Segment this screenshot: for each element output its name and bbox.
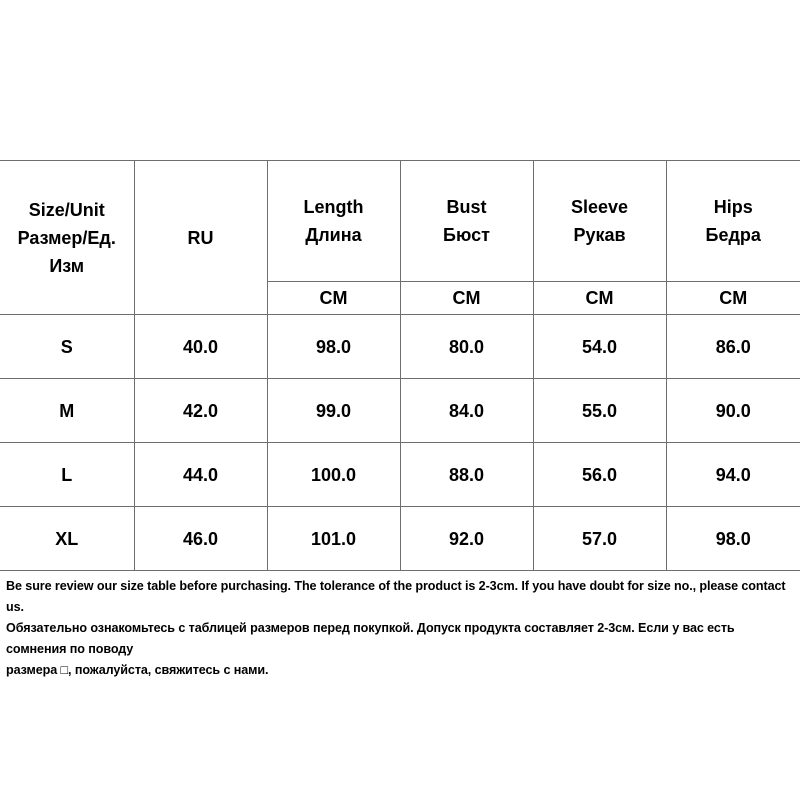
- sleeve-header-ru: Рукав: [573, 225, 626, 245]
- hips-cell: 94.0: [666, 443, 800, 507]
- hips-cell: 90.0: [666, 379, 800, 443]
- bust-cell: 92.0: [400, 507, 533, 571]
- sleeve-header: [533, 161, 666, 282]
- header-row: [0, 161, 800, 282]
- table-row: [0, 315, 800, 379]
- bust-cell: 80.0: [400, 315, 533, 379]
- size-unit-header-ru-2: Изм: [49, 255, 85, 276]
- hips-header: [666, 161, 800, 282]
- size-unit-header-en: Size/Unit: [28, 199, 105, 220]
- hips-header-en: Hips: [713, 197, 753, 217]
- note-english: Be sure review our size table before purchasing. The tolerance of the product is 2-3cm. If you have doubt for size no., please contact us.: [6, 579, 786, 614]
- size-table: [0, 160, 800, 571]
- length-cell: 98.0: [267, 315, 400, 379]
- bust-unit: CM: [400, 282, 533, 315]
- length-header: [267, 161, 400, 282]
- hips-unit: CM: [666, 282, 800, 315]
- ru-header: RU: [134, 161, 267, 315]
- sleeve-cell: 55.0: [533, 379, 666, 443]
- table-row: [0, 507, 800, 571]
- length-cell: 99.0: [267, 379, 400, 443]
- hips-header-ru: Бедра: [705, 225, 761, 245]
- size-cell: L: [0, 443, 134, 507]
- size-cell: S: [0, 315, 134, 379]
- bust-cell: 84.0: [400, 379, 533, 443]
- size-unit-header-ru: Размер/Ед.: [17, 227, 116, 248]
- table-row: [0, 443, 800, 507]
- table-row: [0, 379, 800, 443]
- size-cell: XL: [0, 507, 134, 571]
- bust-cell: 88.0: [400, 443, 533, 507]
- sleeve-cell: 54.0: [533, 315, 666, 379]
- note-russian-continued: размера □, пожалуйста, свяжитесь с нами.: [6, 663, 269, 677]
- sleeve-unit: CM: [533, 282, 666, 315]
- bust-header-en: Bust: [446, 197, 487, 217]
- length-header-ru: Длина: [305, 225, 362, 245]
- sleeve-cell: 56.0: [533, 443, 666, 507]
- ru-cell: 42.0: [134, 379, 267, 443]
- ru-cell: 44.0: [134, 443, 267, 507]
- sleeve-header-en: Sleeve: [570, 197, 629, 217]
- bust-header-ru: Бюст: [443, 225, 490, 245]
- bust-header: [400, 161, 533, 282]
- length-header-en: Length: [303, 197, 364, 217]
- note-russian: Обязательно ознакомьтесь с таблицей размеров перед покупкой. Допуск продукта составляет 2-3см. Если у вас есть сомнения по поводу: [6, 621, 735, 656]
- size-notes: [6, 576, 798, 681]
- length-unit: CM: [267, 282, 400, 315]
- ru-cell: 46.0: [134, 507, 267, 571]
- hips-cell: 86.0: [666, 315, 800, 379]
- length-cell: 100.0: [267, 443, 400, 507]
- ru-cell: 40.0: [134, 315, 267, 379]
- hips-cell: 98.0: [666, 507, 800, 571]
- size-unit-header: [0, 161, 134, 315]
- size-cell: M: [0, 379, 134, 443]
- sleeve-cell: 57.0: [533, 507, 666, 571]
- length-cell: 101.0: [267, 507, 400, 571]
